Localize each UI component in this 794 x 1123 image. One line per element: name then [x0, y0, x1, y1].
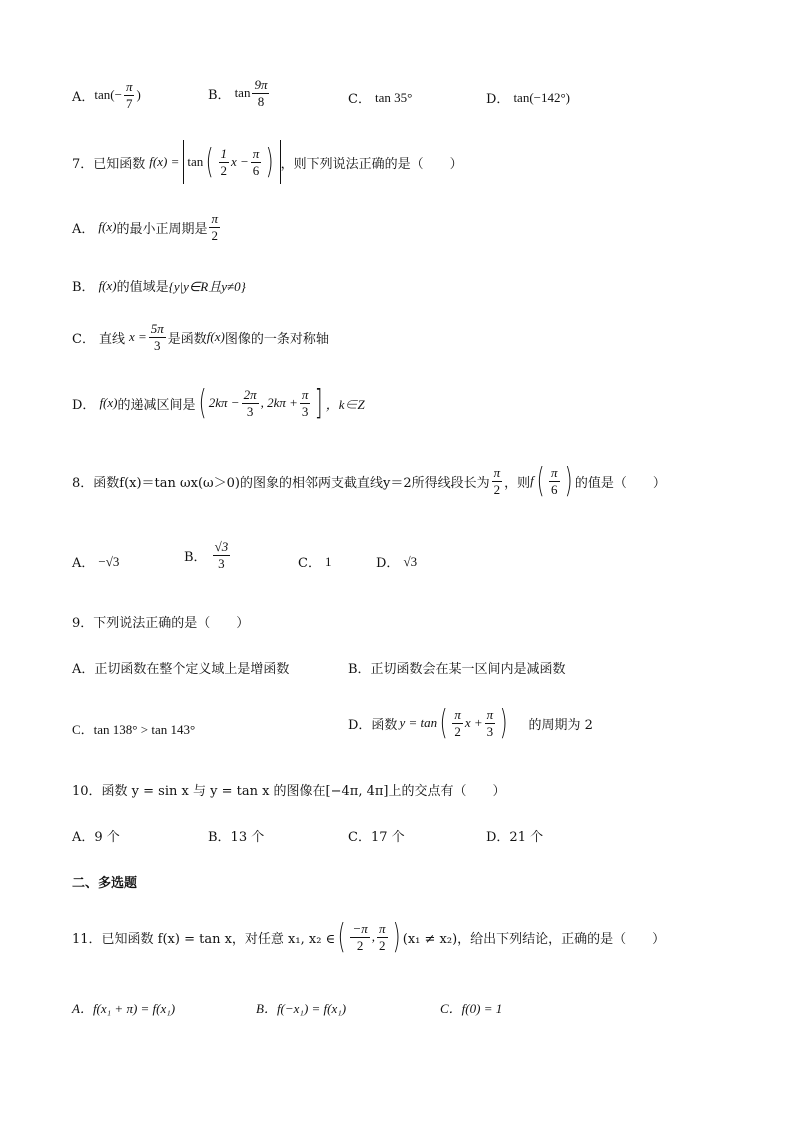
q7-option-b: B． f(x) 的值域是 {y|y∈R且y≠0} — [72, 277, 246, 295]
q11-option-a: A．f(x₁ + π) = f(x₁) — [72, 1001, 176, 1016]
q9-option-d: D．函数 y = tan ( $\frac{\pi}{2}$ x + $\frac{\pi}{3}$ ) 的周期为 2 — [348, 703, 593, 743]
q11-option-c: C．f(0) = 1 — [440, 1001, 503, 1016]
q6-option-c: C． tan 35° — [348, 89, 413, 107]
q11-option-b: B．f(−x₁) = f(x₁) — [256, 1001, 347, 1016]
q10-option-d: D．21 个 — [486, 830, 544, 845]
q7-option-a: A． f(x) 的最小正周期是 $\frac{\pi}{2}$ — [72, 211, 218, 243]
q8-option-c: C． 1 — [298, 553, 332, 571]
q11-stem: 11．已知函数 f(x) = tan x，对任意 x₁, x₂ ∈ ( $\frac{-\pi}{2}$ , $\frac{\pi}{2}$ ) (x₁ ≠ x₂)，给出下列结论，正确的是（ ） — [72, 917, 666, 957]
q6-option-d: D． tan(−142°) — [486, 89, 571, 107]
q8-option-d: D． √3 — [376, 553, 418, 571]
q7-option-c: C． 直线 x = $\frac{5\pi}{3}$ 是函数 f(x) 图像的一条对称轴 — [72, 321, 329, 353]
q9-stem: 9．下列说法正确的是（ ） — [72, 616, 250, 631]
section-title-multi-choice: 二、多选题 — [72, 876, 138, 891]
q6-option-b: B． tan $\frac{9\pi}{8}$ — [208, 77, 268, 109]
q10-option-c: C．17 个 — [348, 830, 405, 845]
q9-option-a: A．正切函数在整个定义域上是增函数 — [72, 662, 290, 677]
q8-stem: 8．函数f(x)＝tan ωx(ω＞0)的图象的相邻两支截直线y＝2所得线段长为 $\frac{\pi}{2}$ ，则 f ( $\frac{\pi}{6}$ ) 的值是（ ） — [72, 461, 666, 501]
q10-option-a: A．9 个 — [72, 830, 120, 845]
q7-option-d: D． f(x) 的递减区间是 ( 2kπ − $\frac{2\pi}{3}$ , 2kπ + $\frac{\pi}{3}$ ] ，k∈Z — [72, 383, 365, 423]
q6-option-a: A． tan(− $\frac{\pi}{7}$ ) — [72, 79, 141, 111]
q10-stem: 10．函数 y = sin x 与 y = tan x 的图像在[−4π, 4π]上的交点有（ ） — [72, 784, 506, 799]
q8-option-b: B． $\frac{√3}{3}$ — [184, 539, 229, 571]
q7-stem: 7．已知函数 f(x) = tan ( $\frac{1}{2}$ x − $\frac{\pi}{6}$ ) ，则下列说法正确的是（ ） — [72, 142, 463, 182]
q10-option-b: B．13 个 — [208, 830, 265, 845]
q8-option-a: A． −√3 — [72, 553, 120, 571]
q9-option-b: B．正切函数会在某一区间内是减函数 — [348, 662, 566, 677]
q9-option-c: C．tan 138° > tan 143° — [72, 722, 196, 737]
